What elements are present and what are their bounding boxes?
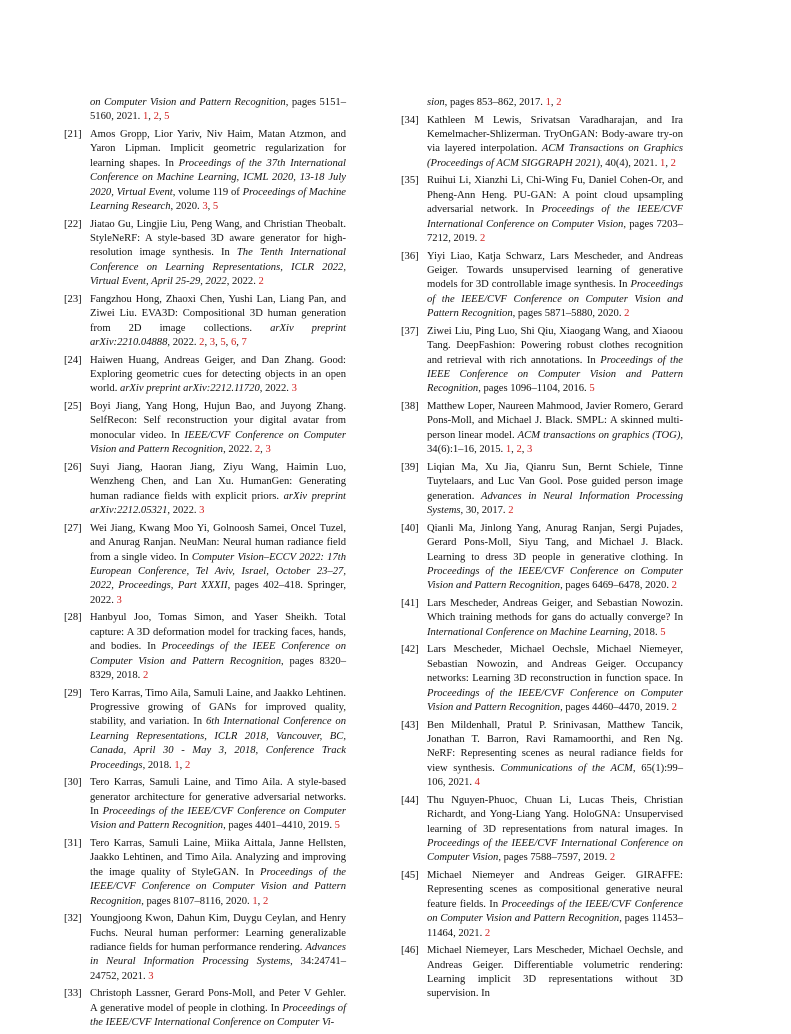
- reference-entry: [401, 461, 683, 519]
- reference-text: , 2022.: [223, 444, 255, 456]
- reference-text: Tero Karras, Timo Aila, Samuli Laine, and Jaakko Lehtinen. Progressive growing of GANs for improved quality, stability, and variation. In: [90, 687, 346, 728]
- reference-entry: [401, 114, 683, 172]
- page-backlink[interactable]: 2: [184, 759, 191, 771]
- reference-text: Tero Karras, Samuli Laine, Miika Aittala, Janne Hellsten, Jaakko Lehtinen, and Timo Aila. Analyzing and improving the image quality of StyleGAN. In: [90, 837, 346, 878]
- venue-title: Proceedings of Machine Learning Research: [90, 186, 346, 213]
- reference-text: ,: [257, 895, 263, 907]
- page-backlink[interactable]: 3: [202, 201, 208, 213]
- reference-entry: [64, 128, 346, 214]
- reference-number: [32]: [64, 913, 82, 925]
- reference-number: [40]: [401, 522, 419, 534]
- page-backlink[interactable]: 2: [199, 337, 205, 349]
- reference-number: [29]: [64, 687, 82, 699]
- page-backlink[interactable]: 6: [230, 337, 237, 349]
- venue-title: 6th International Conference on Learning Representations, ICLR 2018, Vancouver, BC, Canada, April 30 - May 3, 2018, Conference Track Proceedings: [90, 716, 346, 771]
- reference-text: , 40(4), 2021.: [600, 157, 661, 169]
- reference-text: ,: [260, 444, 266, 456]
- page-backlink[interactable]: 1: [505, 444, 512, 456]
- page-backlink[interactable]: 3: [199, 505, 205, 517]
- page-backlink[interactable]: 2: [670, 157, 676, 169]
- reference-number: [21]: [64, 129, 82, 140]
- reference-number: [26]: [64, 461, 82, 473]
- reference-number: [24]: [64, 354, 82, 366]
- venue-title: Proceedings of the IEEE/CVF Conference on Computer Vision and Pattern Recognition: [427, 279, 683, 320]
- page-backlink[interactable]: 2: [556, 97, 562, 108]
- venue-title: Proceedings of the IEEE/CVF Conference on Computer Vision and Pattern Recognition: [90, 805, 346, 832]
- venue-title: arXiv preprint arXiv:2210.04888: [90, 322, 347, 349]
- page-backlink[interactable]: 2: [484, 927, 491, 939]
- page-backlink[interactable]: 3: [527, 444, 533, 456]
- page-backlink[interactable]: 7: [241, 337, 247, 349]
- reference-text: Michael Niemeyer and Andreas Geiger. GIRAFFE: Representing scenes as compositional generative neural feature fields. In: [427, 869, 683, 910]
- reference-number: [25]: [64, 401, 82, 413]
- reference-text: , pages 5151–5160, 2021.: [90, 97, 346, 123]
- venue-title: ACM transactions on graphics (TOG): [517, 429, 681, 441]
- reference-text: Ziwei Liu, Ping Luo, Shi Qiu, Xiaogang Wang, and Xiaoou Tang. DeepFashion: Powering robust clothes recognition and retrieval with rich annotations. In: [427, 325, 683, 366]
- reference-entry: [401, 96, 683, 110]
- venue-title: Advances in Neural Information Processing Systems: [90, 942, 346, 968]
- reference-number: [45]: [401, 869, 419, 881]
- reference-text: ,: [521, 444, 528, 456]
- reference-text: Tero Karras, Samuli Laine, and Timo Aila. A style-based generator architecture for generative adversarial networks. In: [90, 777, 346, 817]
- reference-entry: [64, 218, 346, 290]
- reference-text: Christoph Lassner, Gerard Pons-Moll, and Peter V Gehler. A generative model of people in clothing. In: [90, 988, 346, 1014]
- reference-text: Thu Nguyen-Phuoc, Chuan Li, Lucas Theis, Christian Richardt, and Yong-Liang Yang. HoloGNA: Unsupervised learning of 3D representations from natural images. In: [427, 794, 683, 835]
- reference-entry: [64, 354, 346, 397]
- reference-text: , 34(6):1–16, 2015.: [427, 429, 683, 456]
- reference-text: Yiyi Liao, Katja Schwarz, Lars Mescheder, and Andreas Geiger. Towards unsupervised learning of generative models for 3D controllable image synthesis. In: [427, 250, 683, 291]
- page-backlink[interactable]: 2: [671, 701, 677, 713]
- reference-text: Qianli Ma, Jinlong Yang, Anurag Ranjan, Sergi Pujades, Gerard Pons-Moll, Siyu Tang, and Michael J. Black. Learning to dress 3D people in generative clothing. In: [427, 522, 683, 563]
- reference-entry: [64, 293, 346, 351]
- reference-text: ,: [148, 111, 154, 123]
- reference-text: , 65(1):99–106, 2021.: [427, 762, 683, 789]
- reference-entry: [401, 174, 683, 246]
- reference-text: , 2022.: [167, 337, 200, 349]
- reference-entry: [64, 776, 346, 834]
- page-backlink[interactable]: 3: [265, 444, 271, 456]
- venue-title: arXiv preprint arXiv:2212.05321: [90, 490, 347, 517]
- reference-number: [35]: [401, 175, 419, 187]
- page-backlink[interactable]: 1: [142, 111, 149, 123]
- reference-entry: [64, 687, 346, 773]
- reference-entry: [64, 96, 346, 125]
- reference-text: Ruihui Li, Xianzhi Li, Chi-Wing Fu, Daniel Cohen-Or, and Pheng-Ann Heng. PU-GAN: A point cloud upsampling adversarial network. In: [427, 175, 683, 216]
- reference-text: Fangzhou Hong, Zhaoxi Chen, Yushi Lan, Liang Pan, and Ziwei Liu. EVA3D: Compositional 3D human generation from 2D image collections.: [90, 293, 346, 334]
- references-right-column: [401, 96, 683, 1005]
- reference-text: , 2018.: [142, 759, 175, 771]
- reference-number: [28]: [64, 612, 82, 624]
- venue-title: Advances in Neural Information Processing Systems: [427, 490, 683, 517]
- reference-text: ,: [179, 759, 185, 771]
- reference-entry: [64, 461, 346, 519]
- reference-number: [44]: [401, 794, 419, 806]
- reference-text: , pages 402–418. Springer, 2022.: [90, 580, 346, 606]
- page-backlink[interactable]: 5: [220, 337, 226, 349]
- reference-number: [31]: [64, 837, 82, 849]
- venue-title: Proceedings of the IEEE Conference on Computer Vision and Pattern Recognition: [427, 354, 684, 395]
- reference-text: , pages 8107–8116, 2020.: [141, 895, 253, 907]
- reference-entry: [64, 912, 346, 984]
- venue-title: Proceedings of the 37th International Conference on Machine Learning, ICML 2020, 13-18 July 2020, Virtual Event: [90, 157, 346, 198]
- venue-title: arXiv preprint arXiv:2212.11720: [120, 383, 260, 395]
- reference-entry: [401, 869, 683, 941]
- page-backlink[interactable]: 1: [174, 759, 180, 771]
- reference-number: [46]: [401, 945, 419, 957]
- venue-title: Proceedings of the IEEE/CVF International Conference on Computer Vi-: [90, 1002, 347, 1029]
- venue-title: The Tenth International Conference on Learning Representations, ICLR 2022, Virtual Event, April 25-29, 2022: [90, 247, 346, 288]
- reference-text: , pages 6469–6478, 2020.: [560, 580, 672, 592]
- reference-text: ,: [550, 97, 557, 108]
- reference-number: [34]: [401, 114, 419, 126]
- reference-entry: [401, 719, 683, 791]
- page-backlink[interactable]: 3: [116, 594, 122, 606]
- reference-entry: [64, 611, 346, 683]
- references-left-column: [64, 96, 346, 1034]
- venue-title: Proceedings of the IEEE Conference on Computer Vision and Pattern Recognition: [90, 641, 346, 667]
- reference-number: [42]: [401, 644, 419, 656]
- reference-text: ,: [665, 157, 671, 169]
- reference-text: Youngjoong Kwon, Dahun Kim, Duygu Ceylan, and Henry Fuchs. Neural human performer: Learning generalizable radiance fields for human performance rendering.: [90, 913, 346, 953]
- reference-entry: [64, 400, 346, 458]
- page-backlink[interactable]: 2: [508, 505, 514, 517]
- reference-entry: [64, 522, 346, 608]
- reference-entry: [401, 400, 683, 458]
- reference-text: Boyi Jiang, Yang Hong, Hujun Bao, and Juyong Zhang. SelfRecon: Self reconstruction your digital avatar from monocular video. In: [90, 401, 346, 441]
- venue-title: Proceedings of the IEEE/CVF International Conference on Computer Vision: [427, 837, 683, 864]
- reference-number: [38]: [401, 401, 419, 413]
- reference-text: Kathleen M Lewis, Srivatsan Varadharajan, and Ira Kemelmacher-Shlizerman. TryOnGAN: Body-aware try-on via layered interpolation.: [427, 114, 683, 155]
- reference-entry: [401, 325, 683, 397]
- reference-text: Matthew Loper, Naureen Mahmood, Javier Romero, Gerard Pons-Moll, and Michael J. Black. SMPL: A skinned multi-person linear model.: [427, 401, 683, 441]
- venue-title: Proceedings of the IEEE/CVF Conference on Computer Vision and Pattern Recognition: [427, 565, 683, 592]
- reference-entry: [64, 837, 346, 909]
- reference-entry: [401, 944, 683, 1002]
- reference-text: , 2022.: [259, 383, 292, 395]
- reference-text: , pages 4401–4410, 2019.: [223, 820, 335, 832]
- page-backlink[interactable]: 2: [479, 233, 486, 245]
- venue-title: IEEE/CVF Conference on Computer Vision and Pattern Recognition: [90, 429, 346, 456]
- reference-text: Haiwen Huang, Andreas Geiger, and Dan Zhang. Good: Exploring geometric cues for detecting objects in an open world.: [90, 354, 346, 395]
- reference-number: [27]: [64, 522, 82, 534]
- venue-title: sion: [427, 97, 445, 108]
- reference-entry: [401, 250, 683, 322]
- page-backlink[interactable]: 5: [212, 201, 219, 213]
- reference-text: Amos Gropp, Lior Yariv, Niv Haim, Matan Atzmon, and Yaron Lipman. Implicit geometric regularization for learning shapes. In: [90, 129, 346, 169]
- reference-text: Michael Niemeyer, Lars Mescheder, Michael Oechsle, and Andreas Geiger. Differentiable volumetric rendering: Learning implicit 3D representations without 3D supervision. In: [427, 945, 683, 1000]
- reference-text: , 2020.: [170, 201, 203, 213]
- venue-title: Proceedings of the IEEE/CVF Conference on Computer Vision and Pattern Recognition: [90, 866, 347, 907]
- venue-title: International Conference on Machine Learning: [427, 626, 629, 638]
- reference-number: [22]: [64, 218, 82, 230]
- reference-text: ,: [236, 337, 242, 349]
- reference-text: , pages 11453–11464, 2021.: [427, 913, 683, 939]
- reference-number: [41]: [401, 597, 419, 609]
- reference-text: , 2018.: [628, 626, 661, 638]
- reference-number: [43]: [401, 719, 419, 731]
- reference-entry: [64, 987, 346, 1030]
- reference-text: , pages 7203–7212, 2019.: [427, 218, 683, 245]
- reference-number: [30]: [64, 777, 82, 789]
- reference-number: [33]: [64, 988, 82, 1000]
- page-backlink[interactable]: 2: [262, 895, 269, 907]
- reference-text: Jiatao Gu, Lingjie Liu, Peng Wang, and Christian Theobalt. StyleNeRF: A style-based 3D aware generator for high-resolution image synthesis. In: [90, 218, 346, 259]
- reference-entry: [401, 522, 683, 594]
- page-backlink[interactable]: 2: [153, 111, 159, 123]
- page-backlink[interactable]: 4: [474, 777, 480, 789]
- page-backlink[interactable]: 3: [291, 383, 297, 395]
- page-backlink[interactable]: 5: [660, 626, 666, 638]
- reference-text: , pages 1096–1104, 2016.: [478, 383, 590, 395]
- page-backlink[interactable]: 2: [254, 444, 261, 456]
- reference-number: [23]: [64, 293, 82, 305]
- reference-entry: [401, 643, 683, 715]
- venue-title: Proceedings of the IEEE/CVF Conference on Computer Vision and Pattern Recognition: [427, 898, 684, 925]
- reference-text: Wei Jiang, Kwang Moo Yi, Golnoosh Samei, Oncel Tuzel, and Anurag Ranjan. NeuMan: Neural human radiance field from a single video. In: [90, 522, 346, 563]
- reference-number: [36]: [401, 250, 419, 262]
- reference-text: , 34:24741–24752, 2021.: [90, 956, 346, 982]
- reference-entry: [401, 597, 683, 640]
- reference-text: ,: [158, 111, 165, 123]
- reference-text: Lars Mescheder, Andreas Geiger, and Sebastian Nowozin. Which training methods for gans do actually converge? In: [427, 597, 683, 624]
- reference-text: Hanbyul Joo, Tomas Simon, and Yaser Sheikh. Total capture: A 3D deformation model for tracking faces, hands, and bodies. In: [90, 612, 346, 653]
- reference-text: , volume 119 of: [172, 186, 243, 198]
- reference-text: Suyi Jiang, Haoran Jiang, Ziyu Wang, Haimin Luo, Wenzheng Chen, and Lan Xu. HumanGen: Generating human radiance fields with explicit priors.: [90, 461, 346, 502]
- page-backlink[interactable]: 5: [334, 820, 340, 832]
- page-backlink[interactable]: 2: [609, 852, 616, 864]
- reference-text: Liqian Ma, Xu Jia, Qianru Sun, Bernt Schiele, Tinne Tuytelaars, and Luc Van Gool. Pose guided person image generation.: [427, 461, 683, 502]
- reference-text: ,: [215, 337, 221, 349]
- reference-text: ,: [207, 201, 213, 213]
- venue-title: Proceedings of the IEEE/CVF Conference on Computer Vision and Pattern Recognition: [427, 687, 683, 713]
- venue-title: Proceedings of the IEEE/CVF International Conference on Computer Vision: [427, 204, 683, 230]
- reference-text: , pages 5871–5880, 2020.: [512, 308, 625, 320]
- reference-text: ,: [511, 444, 517, 456]
- reference-text: ,: [225, 337, 231, 349]
- reference-number: [39]: [401, 461, 419, 473]
- venue-title: on Computer Vision and Pattern Recognition: [90, 97, 286, 108]
- reference-text: Lars Mescheder, Michael Oechsle, Michael Niemeyer, Sebastian Nowozin, and Andreas Geiger. Occupancy networks: Learning 3D reconstruction in function space. In: [427, 644, 683, 685]
- reference-text: Ben Mildenhall, Pratul P. Srinivasan, Matthew Tancik, Jonathan T. Barron, Ravi Ramamoorthi, and Ren Ng. NeRF: Representing scenes as neural radiance fields for view synthesis.: [427, 719, 683, 774]
- page-backlink[interactable]: 2: [624, 308, 630, 320]
- page-backlink[interactable]: 1: [252, 895, 258, 907]
- reference-text: , pages 7588–7597, 2019.: [498, 852, 610, 864]
- page-backlink[interactable]: 1: [660, 157, 666, 169]
- venue-title: Communications of the ACM: [500, 762, 633, 774]
- reference-text: , pages 8320–8329, 2018.: [90, 655, 346, 681]
- page-backlink[interactable]: 2: [142, 669, 149, 681]
- venue-title: Computer Vision–ECCV 2022: 17th European Conference, Tel Aviv, Israel, October 23–27, 2022, Proceedings, Part XXXII: [90, 551, 346, 592]
- reference-text: , pages 853–862, 2017.: [444, 97, 546, 108]
- page-backlink[interactable]: 2: [671, 580, 677, 592]
- page-backlink[interactable]: 2: [258, 276, 264, 288]
- page-backlink[interactable]: 3: [148, 970, 154, 982]
- reference-text: , 30, 2017.: [460, 505, 509, 517]
- reference-entry: [401, 794, 683, 866]
- reference-text: , 2022.: [226, 276, 259, 288]
- page-backlink[interactable]: 3: [209, 337, 216, 349]
- reference-text: ,: [204, 337, 210, 349]
- page-backlink[interactable]: 5: [164, 111, 170, 123]
- page-backlink[interactable]: 1: [545, 97, 551, 108]
- reference-text: , pages 4460–4470, 2019.: [560, 701, 672, 713]
- page-backlink[interactable]: 5: [589, 383, 595, 395]
- reference-text: , 2022.: [167, 505, 200, 517]
- venue-title: ACM Transactions on Graphics (Proceedings of ACM SIGGRAPH 2021): [427, 143, 683, 169]
- page-backlink[interactable]: 2: [516, 444, 522, 456]
- reference-number: [37]: [401, 325, 419, 337]
